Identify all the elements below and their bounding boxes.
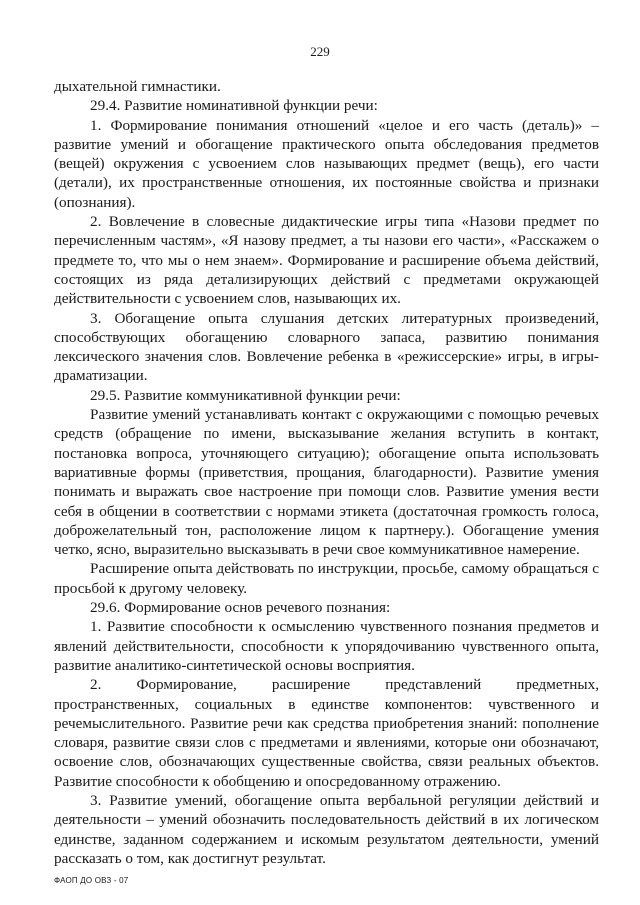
paragraph-29-6-item-2: 2. Формирование, расширение представлений предметных, пространственных, социальных в единстве компонентов: чувственного и речемыслительного. Развитие речи как средства приобретения знаний: пополнение словаря, развитие связи слов с предметами и явлениями, которые они обозначают, освоение слов, обозначающих существенные свойства, связи реальных объектов. Развитие способности к обобщению и опосредованному отражению.	[54, 676, 599, 790]
section-heading-29-5: 29.5. Развитие коммуникативной функции речи:	[90, 386, 401, 404]
section-heading-29-6: 29.6. Формирование основ речевого познания:	[90, 599, 391, 617]
document-body	[54, 77, 599, 868]
paragraph-continuation: дыхательной гимнастики.	[54, 78, 221, 95]
section-heading-29-4: 29.4. Развитие номинативной функции речи:	[90, 97, 378, 115]
footer-document-code: ФАОП ДО ОВЗ - 07	[54, 876, 129, 885]
paragraph-29-5-instructions: Расширение опыта действовать по инструкции, просьбе, самому обращаться с просьбой к другому человеку.	[54, 560, 599, 597]
paragraph-29-4-item-2: 2. Вовлечение в словесные дидактические игры типа «Назови предмет по перечисленным частям», «Я назову предмет, а ты назови его части», «Расскажем о предмете то, что мы о нем знаем». Формирование и расширение объема действий, состоящих из ряда детализирующих действий с предметами окружающей действительности с усвоением слов, называющих их.	[54, 213, 599, 308]
paragraph-29-6-item-3: 3. Развитие умений, обогащение опыта вербальной регуляции действий и деятельности – умений обозначить последовательность действий в их логическом единстве, заданном содержанием и искомым результатом деятельности, умений рассказать о том, как достигнут результат.	[54, 791, 599, 867]
page-number: 229	[310, 44, 330, 59]
paragraph-29-4-item-3: 3. Обогащение опыта слушания детских литературных произведений, способствующих обогащению словарного запаса, развитию понимания лексического значения слов. Вовлечение ребенка в «режиссерские» игры, в игры-драматизации.	[54, 309, 599, 385]
paragraph-29-5-communication: Развитие умений устанавливать контакт с окружающими с помощью речевых средств (обращение по имени, высказывание желания вступить в контакт, постановка вопроса, уточняющего ситуацию); обогащение опыта использовать вариативные формы (приветствия, прощания, благодарности). Развитие умения понимать и выражать свое настроение при помощи слов. Развитие умения вести себя в общении в соответствии с нормами этикета (достаточная громкость голоса, доброжелательный тон, расположение лицом к партнеру.). Обогащение умения четко, ясно, выразительно высказывать в речи свое коммуникативное намерение.	[54, 406, 599, 559]
paragraph-29-4-item-1: 1. Формирование понимания отношений «целое и его часть (деталь)» – развитие умений и обогащение практического опыта обследования предметов (вещей) окружения с усвоением слов называющих предмет (вещь), его части (детали), их пространственные отношения, их постоянные свойства и признаки (опознания).	[54, 116, 599, 211]
paragraph-29-6-item-1: 1. Развитие способности к осмыслению чувственного познания предметов и явлений действительности, способности к упорядочиванию чувственного опыта, развитие аналитико-синтетической основы восприятия.	[54, 618, 599, 674]
